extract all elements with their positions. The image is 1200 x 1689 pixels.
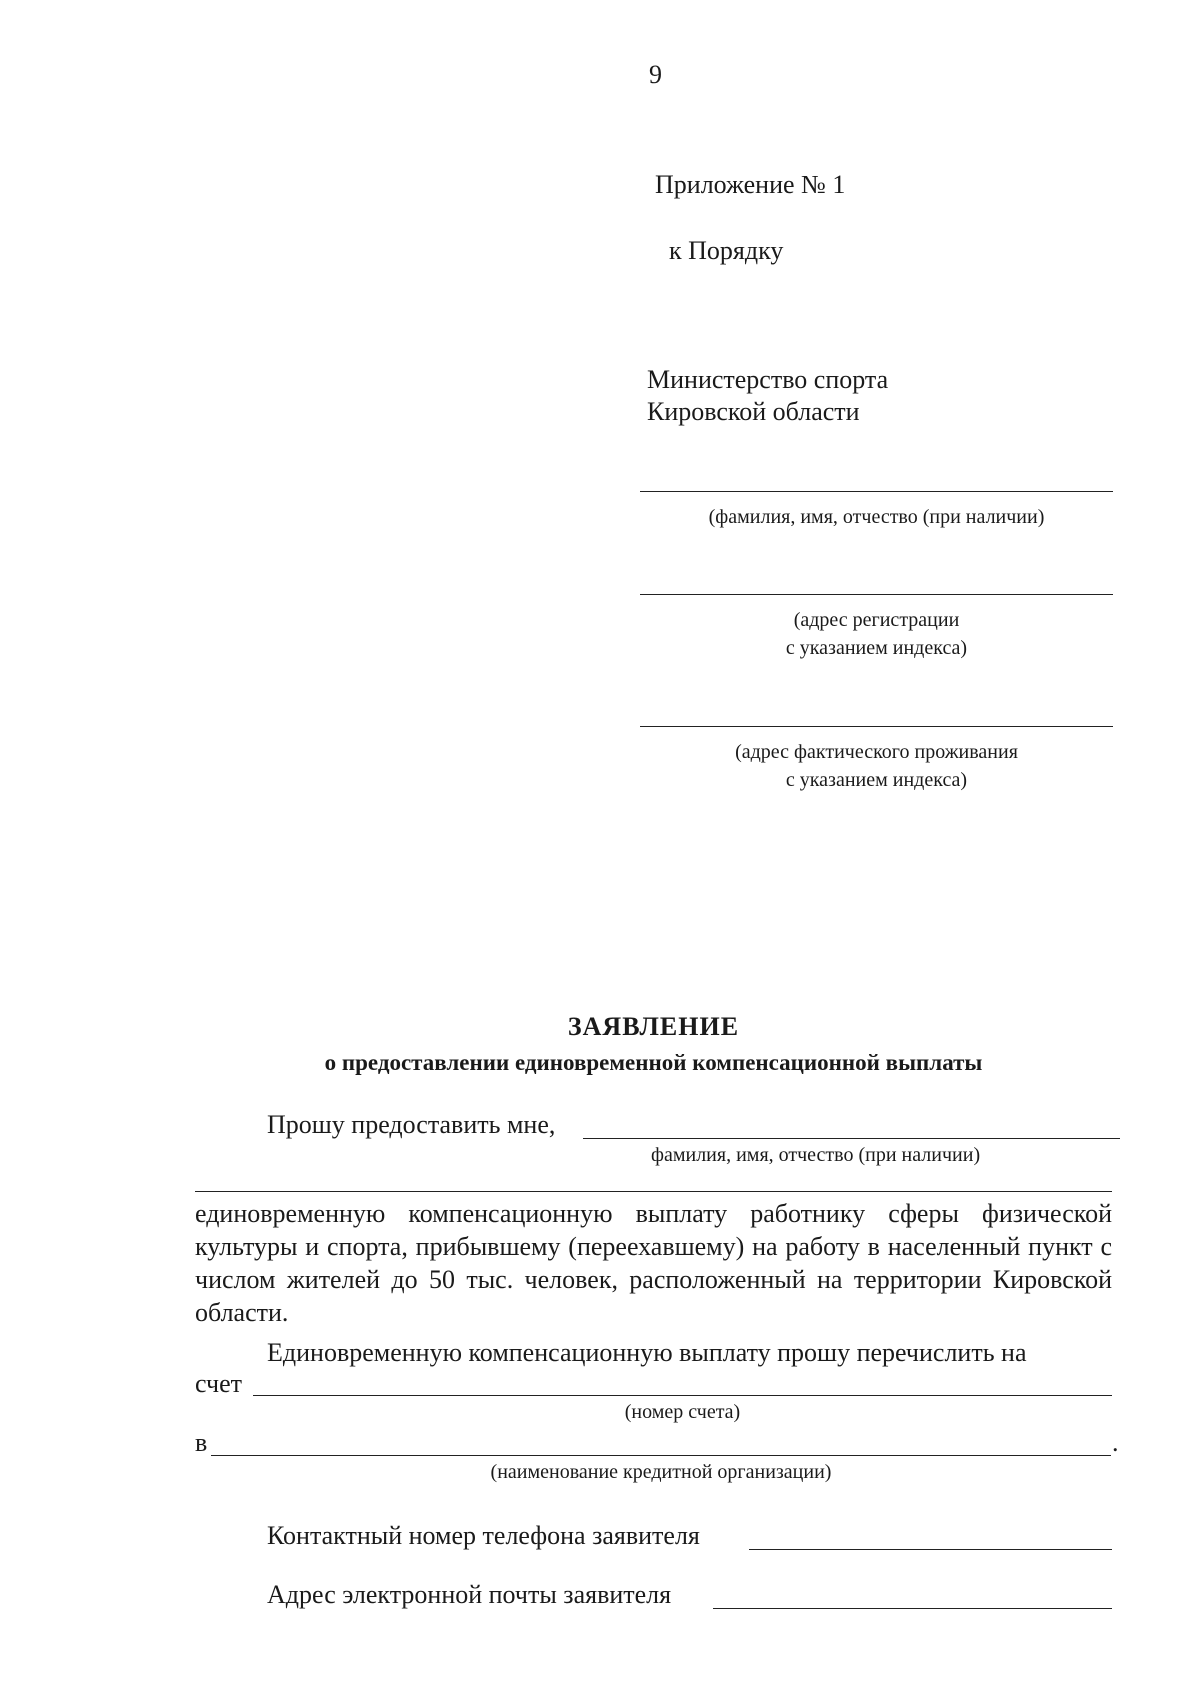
registration-caption-line-1: (адрес регистрации xyxy=(793,609,960,631)
request-fio-continuation-line[interactable] xyxy=(195,1191,1112,1192)
actual-address-caption-line-1: (адрес фактического проживания xyxy=(735,741,1018,763)
phone-field-line[interactable] xyxy=(749,1549,1112,1550)
request-fio-field-line[interactable] xyxy=(583,1138,1120,1139)
bank-end-period: . xyxy=(1112,1428,1119,1457)
bank-caption: (наименование кредитной организации) xyxy=(490,1461,832,1483)
appendix-title: Приложение № 1 xyxy=(655,170,846,199)
request-fio-caption: фамилия, имя, отчество (при наличии) xyxy=(651,1144,981,1166)
actual-address-field-line[interactable] xyxy=(640,726,1113,727)
body-paragraph: единовременную компенсационную выплату работнику сферы физической культуры и спорта, прибывшему (переехавшему) на работу в населенный пункт с числом жителей до 50 тыс. человек, расположенный на территории Кировской области. xyxy=(195,1199,1112,1327)
registration-caption-line-2: с указанием индекса) xyxy=(785,637,968,659)
document-title: ЗАЯВЛЕНИЕ xyxy=(567,1012,740,1041)
account-field-line[interactable] xyxy=(253,1395,1112,1396)
account-label: счет xyxy=(195,1369,242,1398)
document-subtitle: о предоставлении единовременной компенсационной выплаты xyxy=(324,1050,983,1075)
addressee-line-1: Министерство спорта xyxy=(647,365,889,394)
phone-label: Контактный номер телефона заявителя xyxy=(267,1521,700,1550)
email-label: Адрес электронной почты заявителя xyxy=(267,1580,672,1609)
bank-label: в xyxy=(195,1428,208,1457)
addressee-line-2: Кировской области xyxy=(647,397,860,426)
registration-address-field-line[interactable] xyxy=(640,594,1113,595)
fio-field-line[interactable] xyxy=(640,491,1113,492)
fio-caption: (фамилия, имя, отчество (при наличии) xyxy=(708,506,1045,528)
bank-field-line[interactable] xyxy=(211,1455,1111,1456)
transfer-text: Единовременную компенсационную выплату прошу перечислить на xyxy=(267,1338,1027,1367)
page-number: 9 xyxy=(649,60,662,89)
email-field-line[interactable] xyxy=(713,1608,1112,1609)
actual-address-caption-line-2: с указанием индекса) xyxy=(785,769,968,791)
appendix-subtitle: к Порядку xyxy=(669,236,784,265)
request-prefix: Прошу предоставить мне, xyxy=(267,1110,556,1139)
account-caption: (номер счета) xyxy=(624,1401,741,1423)
